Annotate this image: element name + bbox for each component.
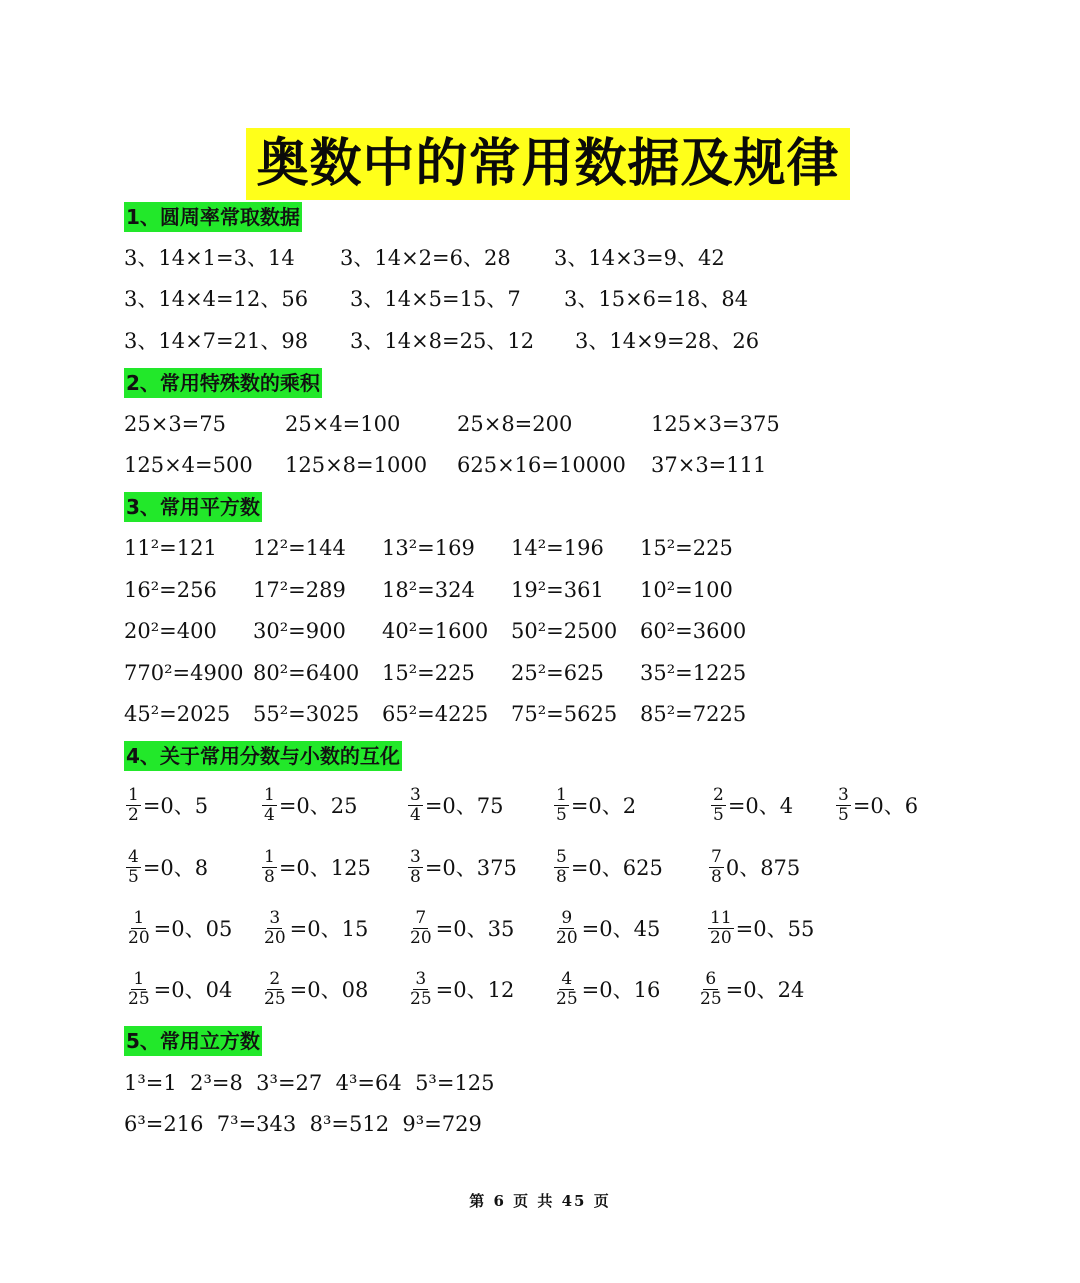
decimal-value: =0、04 bbox=[153, 978, 233, 1002]
denominator: 25 bbox=[700, 988, 722, 1009]
fraction bbox=[708, 909, 734, 948]
page-title: 奥数中的常用数据及规律 bbox=[246, 128, 850, 200]
fraction-item bbox=[262, 964, 368, 1014]
decimal-value: =0、08 bbox=[289, 978, 369, 1002]
numerator: 1 bbox=[133, 907, 145, 928]
section-heading-products: 2、常用特殊数的乘积 bbox=[124, 368, 322, 398]
numerator: 4 bbox=[128, 846, 139, 867]
fraction bbox=[262, 970, 288, 1009]
decimal-value: =0、55 bbox=[735, 917, 815, 941]
numerator: 3 bbox=[269, 907, 281, 928]
square-r3-c5: 60²=3600 bbox=[640, 619, 747, 643]
section-heading-cubes: 5、常用立方数 bbox=[124, 1026, 262, 1056]
product-row-1-col-4: 125×3=375 bbox=[651, 412, 780, 436]
fraction bbox=[698, 970, 724, 1009]
product-row-2-col-2: 125×8=1000 bbox=[285, 453, 428, 477]
numerator: 3 bbox=[410, 846, 421, 867]
numerator: 7 bbox=[711, 846, 722, 867]
product-row-2-col-1: 125×4=500 bbox=[124, 453, 253, 477]
fraction-item bbox=[711, 780, 793, 830]
fraction bbox=[836, 786, 851, 825]
decimal-value: =0、5 bbox=[142, 794, 209, 818]
page-footer: 第 6 页 共 45 页 bbox=[469, 1192, 611, 1210]
denominator: 4 bbox=[264, 804, 275, 825]
section-heading-fractions: 4、关于常用分数与小数的互化 bbox=[124, 741, 402, 771]
fraction bbox=[554, 909, 580, 948]
fraction-item bbox=[262, 842, 371, 892]
product-row-2-col-4: 37×3=111 bbox=[651, 453, 767, 477]
fraction bbox=[126, 786, 141, 825]
denominator: 5 bbox=[713, 804, 724, 825]
denominator: 20 bbox=[128, 927, 150, 948]
fraction bbox=[262, 909, 288, 948]
denominator: 20 bbox=[264, 927, 286, 948]
cubes-row-1: 1³=1 2³=8 3³=27 4³=64 5³=125 bbox=[124, 1071, 495, 1095]
square-r1-c1: 11²=121 bbox=[124, 536, 217, 560]
fraction bbox=[126, 970, 152, 1009]
fraction-item bbox=[408, 903, 514, 953]
denominator: 2 bbox=[128, 804, 139, 825]
fraction bbox=[408, 848, 423, 887]
product-row-1-col-2: 25×4=100 bbox=[285, 412, 401, 436]
fraction bbox=[262, 848, 277, 887]
numerator: 5 bbox=[556, 846, 567, 867]
numerator: 1 bbox=[264, 846, 275, 867]
square-r5-c5: 85²=7225 bbox=[640, 702, 747, 726]
denominator: 25 bbox=[410, 988, 432, 1009]
denominator: 8 bbox=[711, 866, 722, 887]
fraction-item bbox=[554, 780, 636, 830]
denominator: 5 bbox=[556, 804, 567, 825]
pi-row-3-col-2: 3、14×8=25、12 bbox=[350, 329, 535, 353]
numerator: 3 bbox=[838, 784, 849, 805]
square-r5-c3: 65²=4225 bbox=[382, 702, 489, 726]
fraction-item bbox=[554, 964, 660, 1014]
square-r2-c3: 18²=324 bbox=[382, 578, 475, 602]
decimal-value: =0、375 bbox=[424, 856, 517, 880]
denominator: 20 bbox=[410, 927, 432, 948]
denominator: 8 bbox=[410, 866, 421, 887]
numerator: 6 bbox=[705, 968, 717, 989]
square-r5-c2: 55²=3025 bbox=[253, 702, 360, 726]
pi-row-2-col-2: 3、14×5=15、7 bbox=[350, 287, 521, 311]
numerator: 1 bbox=[556, 784, 567, 805]
fraction-item bbox=[126, 842, 208, 892]
numerator: 9 bbox=[561, 907, 573, 928]
decimal-value: =0、625 bbox=[570, 856, 663, 880]
fraction bbox=[554, 848, 569, 887]
decimal-value: =0、05 bbox=[153, 917, 233, 941]
square-r2-c1: 16²=256 bbox=[124, 578, 217, 602]
product-row-2-col-3: 625×16=10000 bbox=[457, 453, 626, 477]
decimal-value: =0、2 bbox=[570, 794, 637, 818]
pi-row-2-col-1: 3、14×4=12、56 bbox=[124, 287, 309, 311]
decimal-value: =0、6 bbox=[852, 794, 919, 818]
pi-row-2-col-3: 3、15×6=18、84 bbox=[564, 287, 749, 311]
decimal-value: =0、16 bbox=[581, 978, 661, 1002]
fraction bbox=[554, 786, 569, 825]
fraction bbox=[126, 909, 152, 948]
pi-row-1-col-2: 3、14×2=6、28 bbox=[340, 246, 511, 270]
fraction-item bbox=[554, 842, 663, 892]
denominator: 8 bbox=[264, 866, 275, 887]
square-r1-c2: 12²=144 bbox=[253, 536, 346, 560]
square-r3-c3: 40²=1600 bbox=[382, 619, 489, 643]
fraction-item bbox=[709, 842, 800, 892]
square-r3-c2: 30²=900 bbox=[253, 619, 346, 643]
square-r4-c3: 15²=225 bbox=[382, 661, 475, 685]
fraction-item bbox=[408, 964, 514, 1014]
decimal-value: =0、8 bbox=[142, 856, 209, 880]
numerator: 1 bbox=[264, 784, 275, 805]
decimal-value: =0、12 bbox=[435, 978, 515, 1002]
decimal-value: =0、24 bbox=[725, 978, 805, 1002]
decimal-value: =0、75 bbox=[424, 794, 504, 818]
square-r4-c1: 770²=4900 bbox=[124, 661, 244, 685]
decimal-value: =0、35 bbox=[435, 917, 515, 941]
numerator: 2 bbox=[713, 784, 724, 805]
fraction bbox=[709, 848, 724, 887]
pi-row-3-col-1: 3、14×7=21、98 bbox=[124, 329, 309, 353]
decimal-value: =0、4 bbox=[727, 794, 794, 818]
numerator: 3 bbox=[410, 784, 421, 805]
fraction bbox=[408, 909, 434, 948]
fraction-item bbox=[126, 903, 232, 953]
section-heading-pi: 1、圆周率常取数据 bbox=[124, 202, 302, 232]
pi-row-3-col-3: 3、14×9=28、26 bbox=[575, 329, 760, 353]
square-r2-c2: 17²=289 bbox=[253, 578, 346, 602]
fraction bbox=[554, 970, 580, 1009]
numerator: 4 bbox=[561, 968, 573, 989]
denominator: 4 bbox=[410, 804, 421, 825]
denominator: 5 bbox=[838, 804, 849, 825]
fraction-item bbox=[698, 964, 804, 1014]
square-r1-c4: 14²=196 bbox=[511, 536, 604, 560]
fraction-item bbox=[836, 780, 918, 830]
numerator: 7 bbox=[415, 907, 427, 928]
fraction-item bbox=[408, 842, 517, 892]
fraction bbox=[711, 786, 726, 825]
fraction-item bbox=[262, 903, 368, 953]
fraction bbox=[408, 786, 423, 825]
denominator: 20 bbox=[710, 927, 732, 948]
square-r5-c1: 45²=2025 bbox=[124, 702, 231, 726]
decimal-value: =0、15 bbox=[289, 917, 369, 941]
section-heading-squares: 3、常用平方数 bbox=[124, 492, 262, 522]
decimal-value: =0、45 bbox=[581, 917, 661, 941]
denominator: 25 bbox=[556, 988, 578, 1009]
square-r3-c4: 50²=2500 bbox=[511, 619, 618, 643]
fraction bbox=[262, 786, 277, 825]
fraction-item bbox=[262, 780, 358, 830]
denominator: 25 bbox=[264, 988, 286, 1009]
product-row-1-col-1: 25×3=75 bbox=[124, 412, 226, 436]
fraction-item bbox=[554, 903, 660, 953]
fraction-item bbox=[126, 780, 208, 830]
square-r2-c5: 10²=100 bbox=[640, 578, 733, 602]
square-r1-c3: 13²=169 bbox=[382, 536, 475, 560]
decimal-value: 0、875 bbox=[725, 856, 801, 880]
numerator: 11 bbox=[710, 907, 732, 928]
numerator: 3 bbox=[415, 968, 427, 989]
denominator: 20 bbox=[556, 927, 578, 948]
square-r4-c4: 25²=625 bbox=[511, 661, 604, 685]
numerator: 2 bbox=[269, 968, 281, 989]
denominator: 8 bbox=[556, 866, 567, 887]
fraction bbox=[408, 970, 434, 1009]
decimal-value: =0、25 bbox=[278, 794, 358, 818]
fraction-item bbox=[408, 780, 504, 830]
square-r1-c5: 15²=225 bbox=[640, 536, 733, 560]
pi-row-1-col-3: 3、14×3=9、42 bbox=[554, 246, 725, 270]
pi-row-1-col-1: 3、14×1=3、14 bbox=[124, 246, 295, 270]
fraction bbox=[126, 848, 141, 887]
fraction-item bbox=[708, 903, 814, 953]
square-r2-c4: 19²=361 bbox=[511, 578, 604, 602]
numerator: 1 bbox=[133, 968, 145, 989]
denominator: 25 bbox=[128, 988, 150, 1009]
square-r4-c5: 35²=1225 bbox=[640, 661, 747, 685]
product-row-1-col-3: 25×8=200 bbox=[457, 412, 573, 436]
fraction-item bbox=[126, 964, 232, 1014]
cubes-row-2: 6³=216 7³=343 8³=512 9³=729 bbox=[124, 1112, 482, 1136]
decimal-value: =0、125 bbox=[278, 856, 371, 880]
square-r3-c1: 20²=400 bbox=[124, 619, 217, 643]
square-r4-c2: 80²=6400 bbox=[253, 661, 360, 685]
numerator: 1 bbox=[128, 784, 139, 805]
square-r5-c4: 75²=5625 bbox=[511, 702, 618, 726]
denominator: 5 bbox=[128, 866, 139, 887]
